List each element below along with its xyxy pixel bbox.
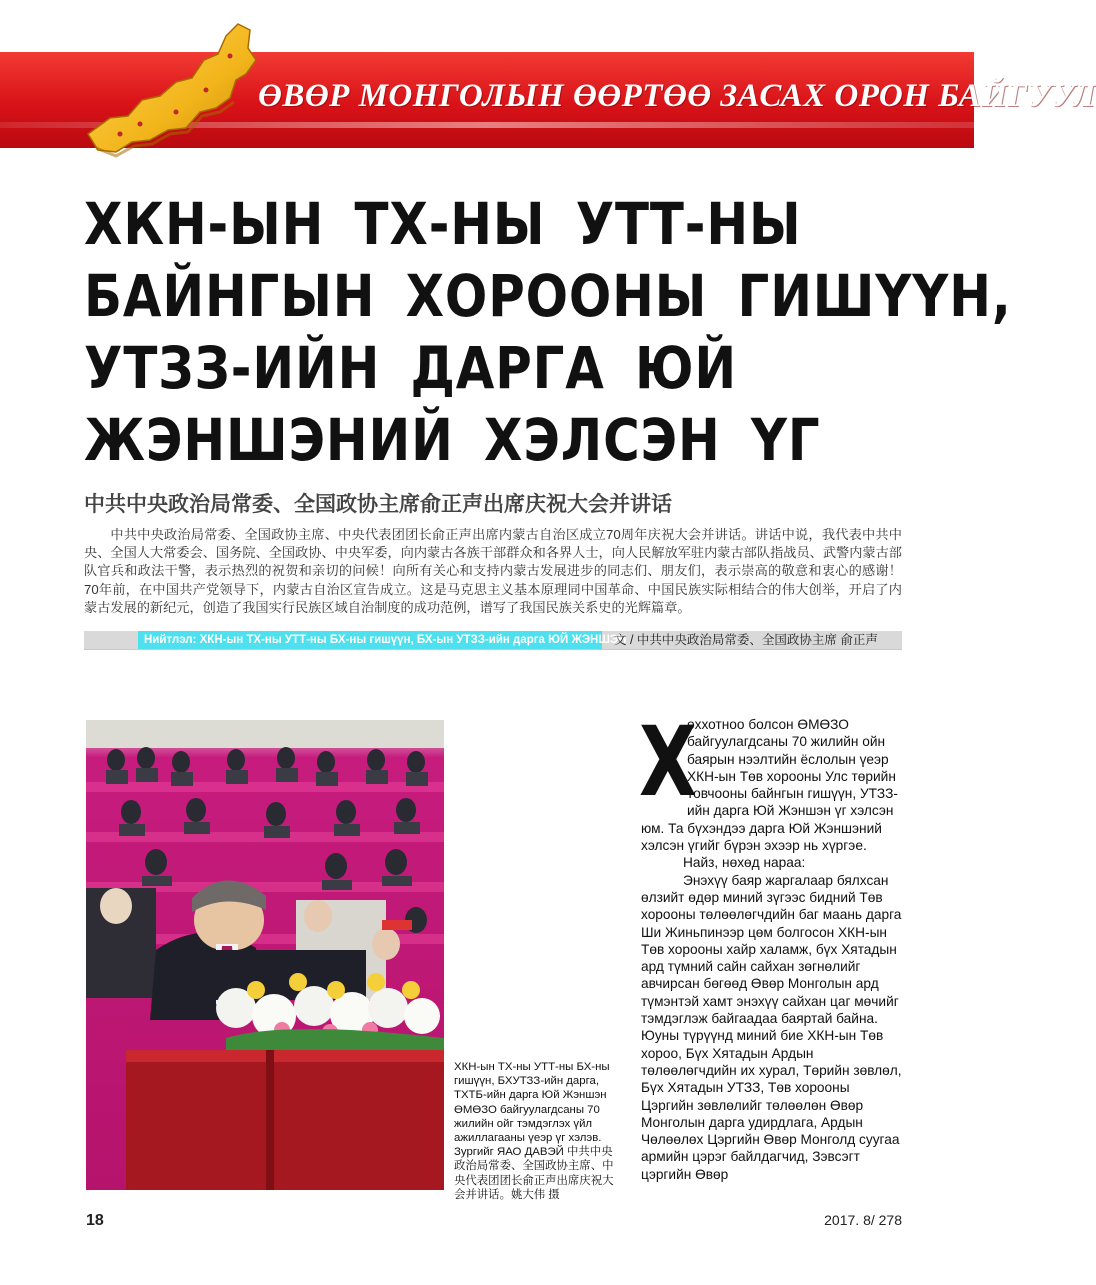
issue-number: 2017. 8/ 278 [824,1212,902,1228]
headline-line: УТЗЗ-ИЙН ДАРГА ЮЙ [84,334,737,402]
banner-title: ӨВӨР МОНГОЛЫН ӨӨРТӨӨ ЗАСАХ ОРОН БАЙГУУЛ [258,78,1096,114]
author-credit-chinese: 文 / 中共中央政治局常委、全国政协主席 俞正声 [614,633,878,647]
article-headline [84,188,1012,476]
body-greeting: Найз, нөхөд нараа: [683,855,806,871]
article-body [639,706,903,1183]
author-credit-mongolian: Нийтлэл: ХКН-ын ТХ-ны УТТ-ны БХ-ны гишүүн, БХ-ын УТЗЗ-ийн дарга ЮЙ ЖЭНШЭН [138,631,602,649]
headline-line: БАЙНГЫН ХОРООНЫ ГИШҮҮН, [84,262,1012,330]
page-number: 18 [86,1212,104,1229]
photo-caption: ХКН-ын ТХ-ны УТТ-ны БХ-ны гишүүн, БХУТЗЗ-ийн дарга, ТХТБ-ийн дарга Юй Жэншэн ӨМӨЗО байгуулагдсаны 70 жилийн ойг тэмдэглэх үйл ажиллагааны үеэр үг хэлэв. Зургийг ЯАО ДАВЭЙ 中共中央政治局常委、全国政协主席、中央代表团团长俞正声出席庆祝大会并讲话。姚大伟 摄 [454,1061,614,1201]
headline-line: ХКН-ЫН ТХ-НЫ УТТ-НЫ [84,190,802,258]
body-intro: өххотноо болсон ӨМӨЗО байгуулагдсаны 70 жилийн ойн баярын нээлтийн ёслолын үеэр ХКН-ын Төв хорооны Улс төрийн товчооны байнгын гишүүн, УТЗЗ-ийн дарга Юй Жэншэн үг хэлсэн юм. Та бүхэндээ дарга Юй Жэншэний хэлсэн үгийг бүрэн эхээр нь хүргэе. [641,717,898,854]
chinese-subtitle: 中共中央政治局常委、全国政协主席俞正声出席庆祝大会并讲话 [84,493,672,516]
lead-paragraph: 中共中央政治局常委、全国政协主席、中央代表团团长俞正声出席内蒙古自治区成立70周年庆祝大会并讲话。讲话中说，我代表中共中央、全国人大常委会、国务院、全国政协、中央军委，向内蒙古各族干部群众和各界人士，向人民解放军驻内蒙古部队指战员、武警内蒙古部队官兵和政法干警，表示热烈的祝贺和亲切的问候！向所有关心和支持内蒙古发展进步的同志们、朋友们，表示崇高的敬意和衷心的感谢！ 70年前，在中国共产党领导下，内蒙古自治区宣告成立。这是马克思主义基本原理同中国革命、中国民族实际相结合的伟大创举，开启了内蒙古发展的新纪元，创造了我国实行民族区域自治制度的成功范例，谱写了我国民族关系史的光辉篇章。 [84,527,902,615]
inner-mongolia-map-icon [80,16,270,166]
photo-illustration [86,720,444,1190]
drop-cap: Х [639,706,697,818]
speaker-photo [86,720,444,1190]
headline-line: ЖЭНШЭНИЙ ХЭЛСЭН ҮГ [84,406,821,474]
body-paragraph: Энэхүү баяр жаргалаар бялхсан өлзийт өдөр миний зүгээс бидний Төв хорооны төлөөлөгчдийн баг маань дарга Ши Жиньпинээр цөм болгосон ХКН-ын Төв хорооны хайр халамж, бүх Хятадын ард түмний сайн сайхан зөгнөлийг авчирсан бөгөөд Өвөр Монголын ард түмэнтэй хамт энэхүү сайхан цаг мөчийг тэмдэглэж байгаадаа баяртай байна. Юуны түрүүнд миний бие ХКН-ын Төв хороо, Бүх Хятадын Ардын төлөөлөгчдийн их хурал, Төрийн зөвлөл, Бүх Хятадын УТЗЗ, Төв хорооны Цэргийн зөвлөлийг төлөөлөн Өвөр Монголын дарга удирдлага, Ардын Чөлөөлөх Цэргийн Өвөр Монголд суугаа армийн цэрэг байлдагчид, Зэвсэгт цэргийн Өвөр [641,872,902,1182]
